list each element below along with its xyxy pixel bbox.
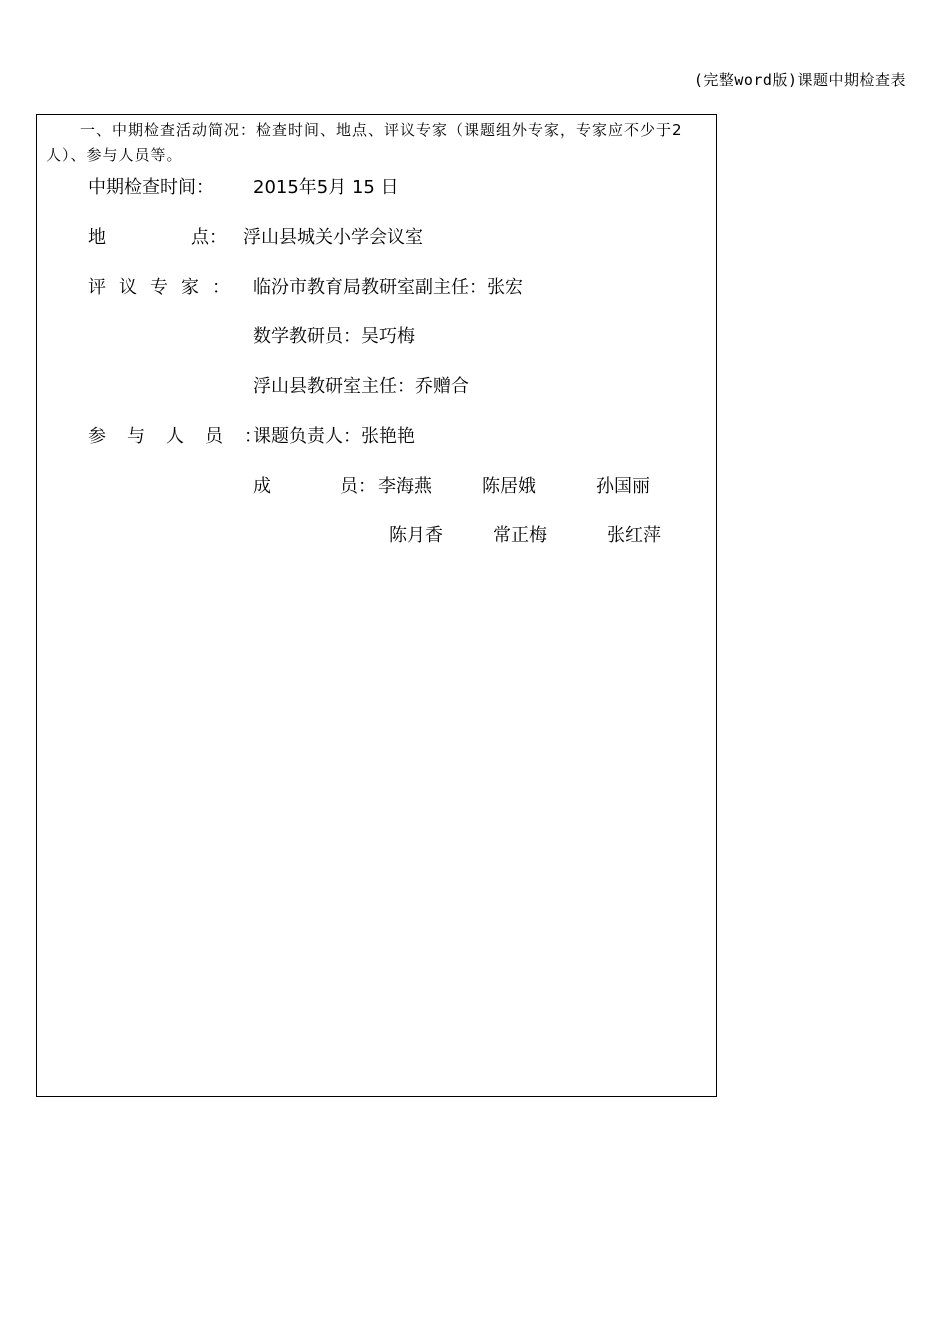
participants-label: 参与人员： [88, 426, 283, 447]
project-leader: 课题负责人：张艳艳 [253, 426, 415, 447]
inspection-time-value: 2015年5月 15 日 [253, 177, 399, 198]
experts-label: 评议专家： [88, 277, 243, 298]
member-name: 张红萍 [607, 525, 661, 546]
members-label-first: 成 [253, 476, 271, 497]
section-intro-text: 一、中期检查活动简况：检查时间、地点、评议专家（课题组外专家，专家应不少于2人）、参与人员等。 [46, 121, 683, 164]
place-label-first: 地 [88, 227, 106, 248]
expert-item: 临汾市教育局教研室副主任：张宏 [253, 277, 523, 298]
form-box [36, 114, 717, 1097]
member-name: 陈居娥 [482, 476, 536, 497]
expert-item: 浮山县教研室主任：乔赠合 [253, 376, 469, 397]
members-label-second: 员： [340, 476, 376, 497]
place-label-second: 点： [191, 227, 227, 248]
document-header: (完整word版)课题中期检查表 [693, 71, 906, 89]
member-name: 李海燕 [378, 476, 432, 497]
member-name: 常正梅 [493, 525, 547, 546]
inspection-time-label: 中期检查时间： [88, 177, 214, 198]
place-value: 浮山县城关小学会议室 [243, 227, 423, 248]
member-name: 陈月香 [389, 525, 443, 546]
member-name: 孙国丽 [596, 476, 650, 497]
expert-item: 数学教研员：吴巧梅 [253, 326, 415, 347]
section-intro [46, 118, 716, 168]
